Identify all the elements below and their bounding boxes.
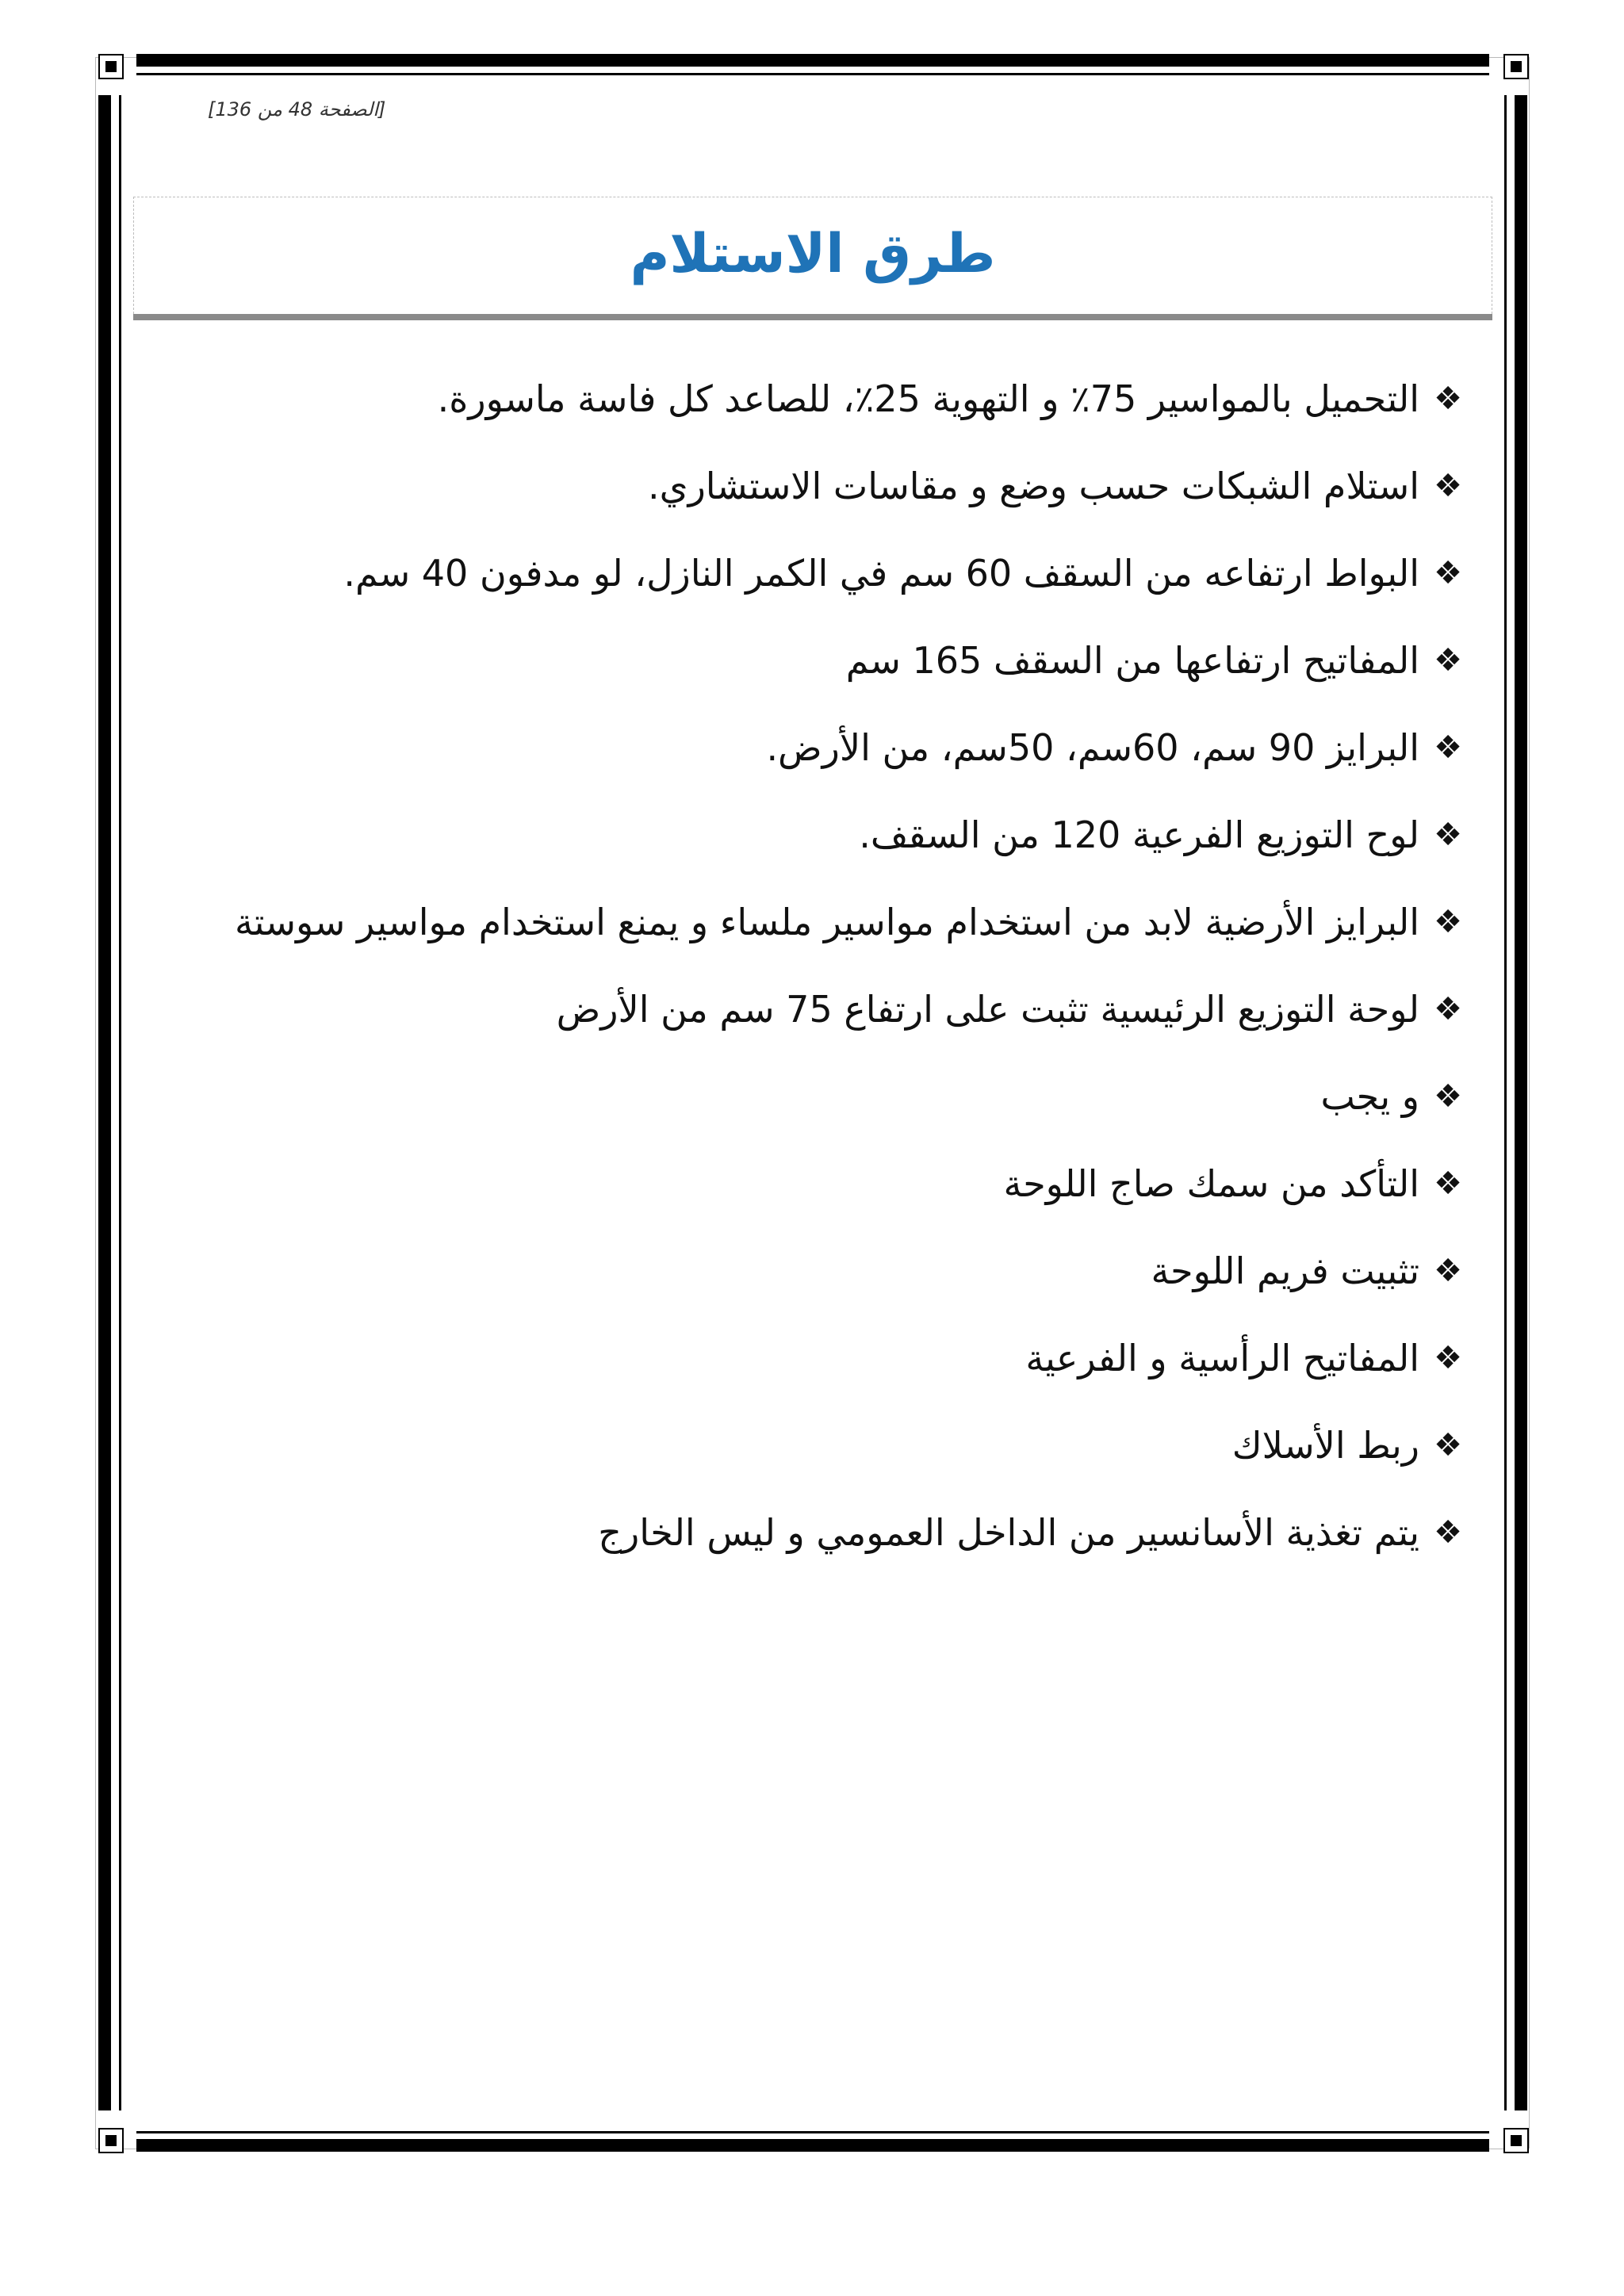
four-diamond-bullet-icon: ❖: [1434, 1165, 1462, 1202]
outer-frame-line: [95, 57, 96, 2149]
four-diamond-bullet-icon: ❖: [1434, 642, 1462, 679]
list-item: [182, 704, 1467, 791]
border-corner-ornament: [1503, 2128, 1529, 2153]
list-item: [182, 1402, 1467, 1489]
list-item: [182, 966, 1467, 1053]
list-item-text: يتم تغذية الأسانسير من الداخل العمومي و ليس الخارج: [598, 1511, 1419, 1554]
list-item-text: تثبيت فريم اللوحة: [1151, 1249, 1419, 1292]
four-diamond-bullet-icon: ❖: [1434, 468, 1462, 504]
page-border-bottom: [136, 2139, 1489, 2152]
four-diamond-bullet-icon: ❖: [1434, 991, 1462, 1027]
page-border-left: [98, 95, 111, 2110]
title-underline: [133, 314, 1492, 320]
page-border-right: [1515, 95, 1527, 2110]
page-title: طرق الاستلام: [630, 223, 996, 285]
list-item: [182, 878, 1467, 966]
border-corner-ornament: [98, 54, 124, 79]
border-corner-ornament: [98, 2128, 124, 2153]
list-item-text: المفاتيح الرأسية و الفرعية: [1025, 1337, 1419, 1380]
list-item-text: ربط الأسلاك: [1231, 1424, 1419, 1467]
list-item: [182, 1314, 1467, 1402]
list-item: [182, 791, 1467, 878]
page-border-inner-line: [119, 95, 121, 2110]
list-item-text: استلام الشبكات حسب وضع و مقاسات الاستشاري.: [647, 465, 1419, 507]
list-item-text: البرايز الأرضية لابد من استخدام مواسير ملساء و يمنع استخدام مواسير سوستة: [234, 901, 1419, 943]
outer-frame-line: [1529, 57, 1530, 2149]
page-border-top: [136, 54, 1489, 67]
four-diamond-bullet-icon: ❖: [1434, 555, 1462, 591]
list-item: [182, 442, 1467, 530]
page-border-inner-line: [136, 73, 1489, 75]
list-item-text: و يجب: [1320, 1075, 1419, 1118]
list-item: [182, 1489, 1467, 1576]
page-border-inner-line: [1504, 95, 1507, 2110]
four-diamond-bullet-icon: ❖: [1434, 1340, 1462, 1376]
list-item-text: البواط ارتفاعه من السقف 60 سم في الكمر النازل، لو مدفون 40 سم.: [343, 552, 1419, 595]
title-box: [133, 197, 1492, 314]
bullet-list: [182, 355, 1467, 1576]
list-item-text: البرايز 90 سم، 60سم، 50سم، من الأرض.: [766, 726, 1419, 769]
page-border-inner-line: [136, 2131, 1489, 2133]
list-item: [182, 1053, 1467, 1140]
four-diamond-bullet-icon: ❖: [1434, 729, 1462, 766]
border-corner-ornament: [1503, 54, 1529, 79]
four-diamond-bullet-icon: ❖: [1434, 1078, 1462, 1115]
four-diamond-bullet-icon: ❖: [1434, 1253, 1462, 1289]
list-item-text: التأكد من سمك صاج اللوحة: [1003, 1162, 1419, 1205]
list-item-text: لوح التوزيع الفرعية 120 من السقف.: [859, 813, 1419, 856]
four-diamond-bullet-icon: ❖: [1434, 817, 1462, 853]
page-indicator: [الصفحة 48 من 136]: [208, 98, 386, 121]
list-item-text: التحميل بالمواسير 75٪ و التهوية 25٪، للصاعد كل فاسة ماسورة.: [437, 377, 1419, 420]
list-item: [182, 617, 1467, 704]
four-diamond-bullet-icon: ❖: [1434, 904, 1462, 940]
list-item: [182, 355, 1467, 442]
four-diamond-bullet-icon: ❖: [1434, 381, 1462, 417]
list-item: [182, 1140, 1467, 1227]
four-diamond-bullet-icon: ❖: [1434, 1427, 1462, 1464]
list-item-text: لوحة التوزيع الرئيسية تثبت على ارتفاع 75 سم من الأرض: [556, 988, 1419, 1031]
list-item: [182, 530, 1467, 617]
list-item-text: المفاتيح ارتفاعها من السقف 165 سم: [845, 639, 1419, 682]
list-item: [182, 1227, 1467, 1314]
four-diamond-bullet-icon: ❖: [1434, 1514, 1462, 1551]
